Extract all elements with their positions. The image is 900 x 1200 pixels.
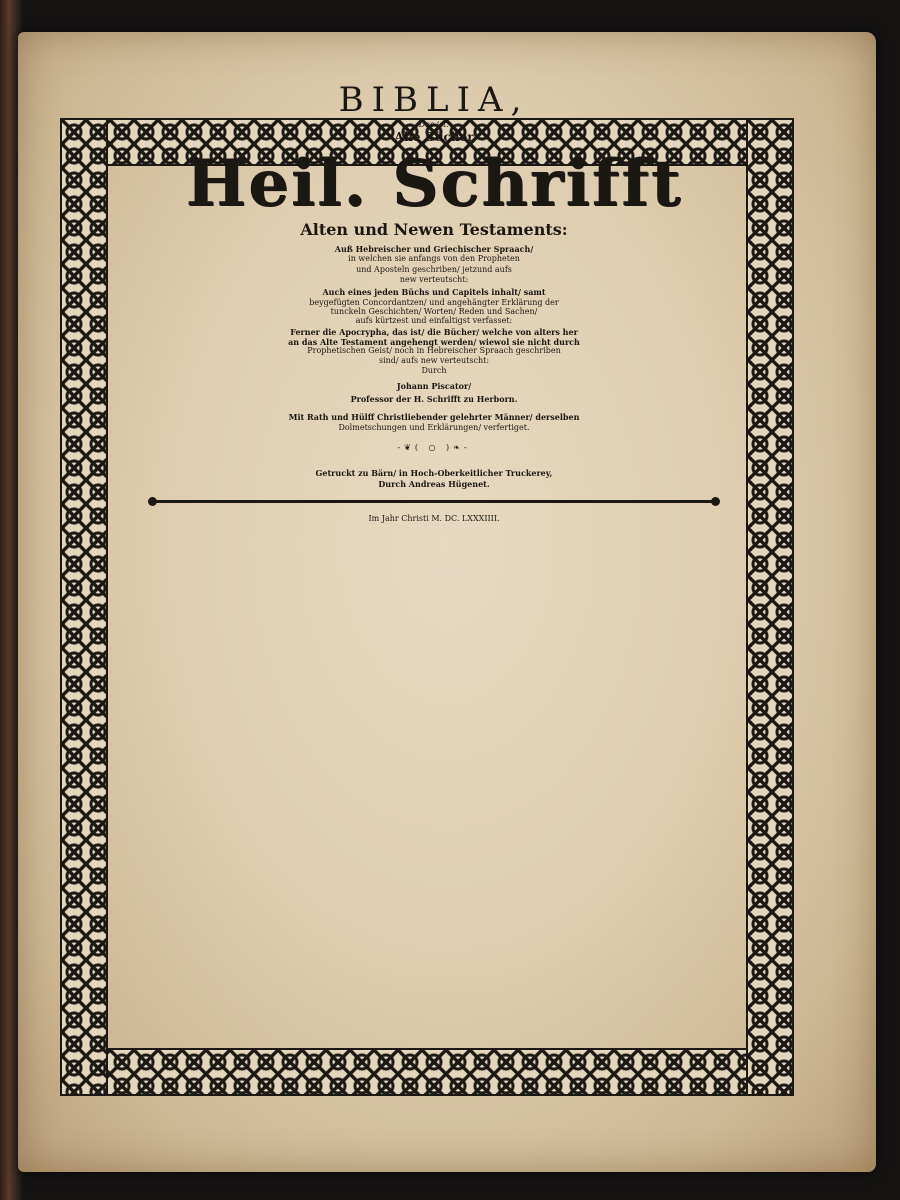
- line-welchen: in welchen sie anfangs von den Propheten: [348, 254, 520, 264]
- line-auch: Auch eines jeden Büchs und Capitels inhalt/ samt: [322, 287, 546, 298]
- fleuron-ornament: -❦( ○ )❧-: [397, 443, 471, 453]
- line-new: new verteutscht:: [399, 274, 469, 284]
- testaments: Alten und Newen Testaments:: [300, 220, 568, 240]
- line-prophet: Prophetischen Geist/ noch in Hebreischer Spraach geschriben: [307, 346, 561, 355]
- title-page: [18, 32, 876, 1172]
- printer-line: Durch Andreas Hügenet.: [378, 478, 490, 489]
- line-kurtzest: aufs kürtzest und einfaltigst verfasset:: [355, 316, 513, 326]
- heil-schrifft: Heil. Schrifft: [185, 146, 683, 222]
- professor-line: Professor der H. Schrifft zu Herborn.: [350, 393, 518, 404]
- author-name: Johann Piscator/: [396, 380, 472, 391]
- line-apostel: und Aposteln geschriben/ jetzund aufs: [356, 265, 512, 274]
- getruckt-line: Getruckt zu Bärn/ in Hoch-Oberkeitlicher Truckerey,: [315, 468, 553, 478]
- line-ferner: Ferner die Apocrypha, das ist/ die Bücher/ welche von alters her: [290, 326, 578, 337]
- line-sind: sind/ aufs new verteutscht:: [378, 355, 490, 365]
- alle-bucher: Alle Bücher: [394, 130, 474, 145]
- mit-rath-line: Mit Rath und Hülff Christliebender gelehrter Männer/ derselben: [288, 412, 580, 423]
- ornamental-border-left: [60, 118, 108, 1096]
- durch: Durch: [421, 366, 447, 376]
- title-biblia: BIBLIA,: [338, 80, 530, 120]
- ornamental-border-bottom: [60, 1048, 794, 1096]
- imprint-year: Im Jahr Christi M. DC. LXXXIIII.: [368, 514, 500, 524]
- line-alte: an das Alte Testament angehengt werden/ wiewol sie nicht durch: [288, 337, 580, 348]
- das-ist: Das ist:: [418, 119, 450, 129]
- line-tunckeln: tunckeln Geschichten/ Worten/ Reden und Sachen/: [330, 306, 538, 316]
- divider-rule: [154, 500, 714, 503]
- dolmetschungen-line: Dolmetschungen und Erklärungen/ verfertiget.: [338, 422, 530, 432]
- line-aus: Auß Hebreischer und Griechischer Spraach/: [334, 243, 534, 254]
- title-page-text: [114, 80, 754, 1010]
- line-beygef: beygefügten Concordantzen/ und angehängter Erklärung der: [309, 297, 559, 307]
